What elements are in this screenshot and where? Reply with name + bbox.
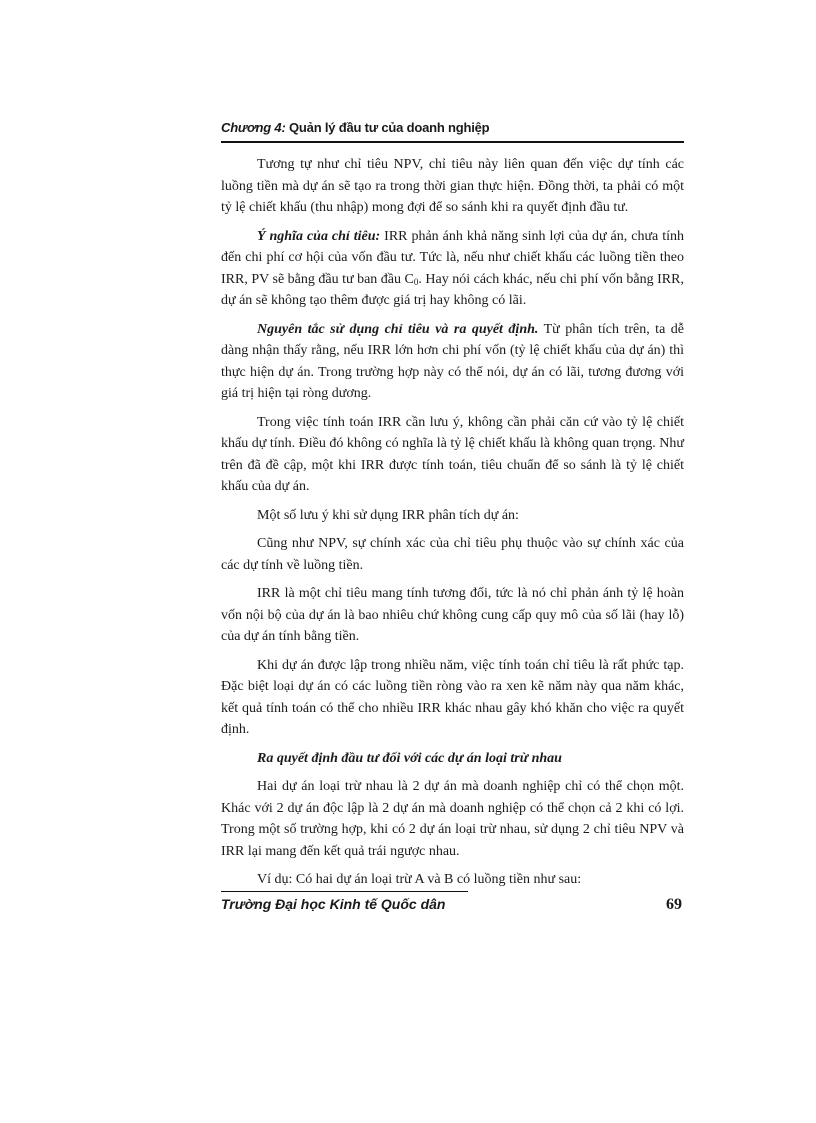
- paragraph: Ví dụ: Có hai dự án loại trừ A và B có luồng tiền như sau:: [257, 872, 582, 887]
- paragraph-decision-rule: [221, 319, 684, 405]
- body-text: [221, 154, 684, 891]
- footer-school-name: Trường Đại học Kinh tế Quốc dân: [221, 896, 446, 912]
- subscript: 0: [413, 276, 419, 287]
- paragraph: Trong việc tính toán IRR cần lưu ý, không cần phải căn cứ vào tỷ lệ chiết khấu dự tính. Điều đó không có nghĩa là tỷ lệ chiết khấu là không quan trọng. Như trên đã đề cập, một khi IRR được tính toán, tiêu chuẩn để so sánh là tỷ lệ chiết khấu của dự án.: [221, 414, 684, 494]
- paragraph-text: Từ phân tích trên, ta dễ dàng nhận thấy rằng, nếu IRR lớn hơn chi phí vốn (tỷ lệ chiết khấu của dự án) thì thực hiện dự án. Trong trường hợp này có thể nói, dự án có lãi, tương đương với giá trị hiện tại ròng dương.: [221, 321, 684, 401]
- paragraph: Khi dự án được lập trong nhiều năm, việc tính toán chỉ tiêu là rất phức tạp. Đặc biệt loại dự án có các luồng tiền ròng vào ra xen kẽ năm này qua năm khác, kết quả tính toán có thể cho nhiều IRR khác nhau gây khó khăn cho việc ra quyết định.: [221, 657, 684, 737]
- running-header: [221, 118, 684, 143]
- footer-row: [221, 896, 684, 914]
- paragraph: Cũng như NPV, sự chính xác của chỉ tiêu phụ thuộc vào sự chính xác của các dự tính về luồng tiền.: [221, 536, 684, 573]
- footer-divider: [221, 891, 468, 892]
- section-subheading: Ra quyết định đầu tư đối với các dự án loại trừ nhau: [257, 750, 562, 766]
- chapter-title: Quản lý đầu tư của doanh nghiệp: [289, 120, 490, 135]
- page-content: [221, 118, 684, 891]
- paragraph-lead: Nguyên tắc sử dụng chỉ tiêu và ra quyết định.: [257, 321, 539, 337]
- page-footer: [221, 891, 684, 914]
- paragraph: Một số lưu ý khi sử dụng IRR phân tích dự án:: [257, 507, 519, 523]
- paragraph-text: IRR phản ánh khả năng sinh lợi của dự án, chưa tính đến chi phí cơ hội của vốn đầu tư. Tức là, nếu như chiết khấu các luồng tiền theo IRR, PV sẽ bằng đầu tư ban đầu C: [221, 228, 684, 287]
- paragraph: Tương tự như chỉ tiêu NPV, chỉ tiêu này liên quan đến việc dự tính các luồng tiền mà dự án sẽ tạo ra trong thời gian thực hiện. Đồng thời, ta phải có một tỷ lệ chiết khấu (thu nhập) mong đợi để so sánh khi ra quyết định đầu tư.: [221, 157, 684, 215]
- paragraph: Hai dự án loại trừ nhau là 2 dự án mà doanh nghiệp chỉ có thể chọn một. Khác với 2 dự án độc lập là 2 dự án mà doanh nghiệp có thể chọn cả 2 khi có lợi. Trong một số trường hợp, khi có 2 dự án loại trừ nhau, sử dụng 2 chỉ tiêu NPV và IRR lại mang đến kết quả trái ngược nhau.: [221, 779, 684, 859]
- paragraph: IRR là một chỉ tiêu mang tính tương đối, tức là nó chỉ phản ánh tỷ lệ hoàn vốn nội bộ của dự án là bao nhiêu chứ không cung cấp quy mô của số lãi (hay lỗ) của dự án tính bằng tiền.: [221, 586, 684, 644]
- paragraph-irr-meaning: [221, 226, 684, 312]
- chapter-label: Chương 4:: [221, 120, 286, 135]
- page-number: 69: [666, 896, 682, 913]
- paragraph-text: . Hay nói cách khác, nếu chi phí vốn bằng IRR, dự án sẽ không tạo thêm được giá trị hay không có lãi.: [221, 271, 684, 308]
- paragraph-lead: Ý nghĩa của chỉ tiêu:: [257, 228, 381, 244]
